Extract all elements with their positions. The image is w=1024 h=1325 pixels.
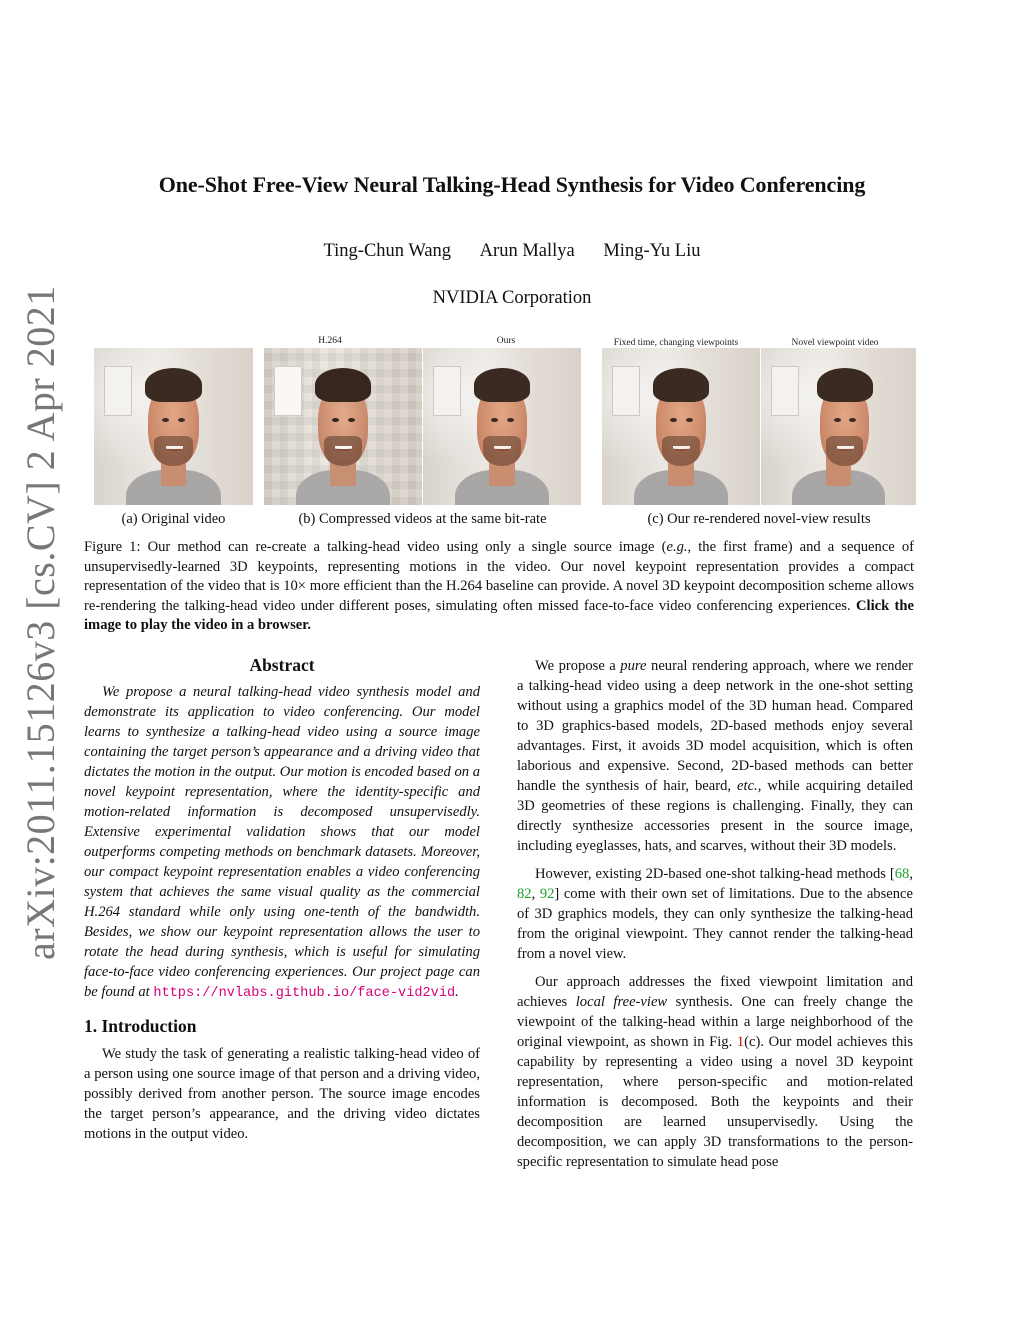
author-name: Arun Mallya bbox=[479, 241, 575, 261]
citation-link[interactable]: 92 bbox=[539, 886, 555, 902]
figure-reference-link[interactable]: 1 bbox=[736, 1034, 745, 1050]
abstract-end: . bbox=[455, 984, 459, 1000]
author-name: Ting-Chun Wang bbox=[323, 241, 452, 261]
subcaption-b: (b) Compressed videos at the same bit-rate bbox=[298, 511, 547, 527]
caption-text: Figure 1: Our method can re-create a talking-head video using only a single source image ( bbox=[84, 539, 667, 555]
caption-play-instruction: Click the image to play the video in a browser. bbox=[84, 597, 914, 633]
subcaption-c: (c) Our re-rendered novel-view results bbox=[647, 511, 871, 527]
right-paragraph-2: However, existing 2D-based one-shot talking-head methods [68, 82, 92] come with their own set of limitations. Due to the absence of 3D graphics models, they can only synthesize the talking-head from the original viewpoint. They cannot render the talking-head from a novel view. bbox=[517, 866, 914, 962]
citation-link[interactable]: 68 bbox=[894, 866, 910, 882]
paper-title: One-Shot Free-View Neural Talking-Head Synthesis for Video Conferencing bbox=[158, 172, 866, 197]
citation-link[interactable]: 82 bbox=[517, 886, 532, 902]
label-ours: Ours bbox=[496, 336, 516, 346]
right-paragraph-3: Our approach addresses the fixed viewpoint limitation and achieves local free-view synthesis. One can freely change the viewpoint of the talking-head within a large neighborhood of the original viewpoint, as shown in Fig. 1(c). Our model achieves this capability by representing a video using a novel 3D keypoint representation, where person-specific and motion-related information is decomposed. Both the keypoints and their decomposition are learned unsupervisedly. Using the decomposition, we can apply 3D transformations to the person-specific representation to simulate head pose bbox=[517, 974, 913, 1170]
right-paragraph-1: We propose a pure neural rendering approach, where we render a talking-head video using a deep network in the one-shot setting without using a graphics model of the 3D human head. Compared to 3D graphics-based models, 2D-based methods enjoy several advantages. First, it avoids 3D model acquisition, which is often laborious and expensive. Second, 2D-based methods can better handle the synthesis of hair, beard, etc., while acquiring detailed 3D geometries of these regions is challenging. Finally, they can directly synthesize accessories present in the source image, including eyeglasses, hats, and scarves, without their 3D models. bbox=[517, 658, 913, 854]
label-fixed-time: Fixed time, changing viewpoints bbox=[613, 338, 739, 348]
left-column bbox=[84, 655, 480, 1152]
h264-video-frame[interactable] bbox=[264, 348, 422, 505]
caption-eg: e.g. bbox=[666, 539, 688, 555]
abstract-text bbox=[84, 682, 480, 1004]
arxiv-identifier: arXiv:2011.15126v3 [cs.CV] 2 Apr 2021 bbox=[18, 285, 63, 960]
original-video-frame[interactable] bbox=[94, 348, 253, 505]
label-novel-viewpoint: Novel viewpoint video bbox=[791, 338, 879, 348]
intro-paragraph: We study the task of generating a realistic talking-head video of a person using one source image of that person and a driving video, possibly derived from another person. The source image encodes the target person’s appearance, and the driving video dictates motions in the output video. bbox=[84, 1046, 480, 1142]
introduction-heading: 1. Introduction bbox=[84, 1016, 197, 1036]
right-column bbox=[517, 656, 913, 1180]
novel-viewpoint-video-frame[interactable] bbox=[761, 348, 916, 505]
fixed-time-video-frame[interactable] bbox=[602, 348, 760, 505]
project-page-link[interactable]: https://nvlabs.github.io/face-vid2vid bbox=[153, 986, 456, 1001]
caption-text: , the first frame) and a sequence of unsupervisedly-learned 3D keypoints, representing motions in the video. Our novel keypoint representation provides a compact representation of the video that is 10× more efficient than the H.264 baseline can provide. A novel 3D keypoint decomposition scheme allows re-rendering the talking-head video under different poses, simulating often missed face-to-face video conferencing experiences. bbox=[84, 539, 914, 614]
figure-caption bbox=[84, 538, 914, 636]
abstract-heading: Abstract bbox=[249, 655, 315, 675]
author-list bbox=[0, 241, 1024, 262]
label-h264: H.264 bbox=[318, 336, 342, 346]
subcaption-a: (a) Original video bbox=[121, 511, 226, 527]
author-name: Ming-Yu Liu bbox=[603, 241, 701, 261]
ours-video-frame[interactable] bbox=[423, 348, 581, 505]
abstract-body-text: We propose a neural talking-head video synthesis model and demonstrate its application to video conferencing. Our model learns to synthesize a talking-head video using a source image containing the target person’s appearance and a driving video that dictates the motion in the output. Our motion is encoded based on a novel keypoint representation, where the identity-specific and motion-related information is decomposed unsupervisedly. Extensive experimental validation shows that our model outperforms competing methods on benchmark datasets. Moreover, our compact keypoint representation enables a video conferencing system that achieves the same visual quality as the commercial H.264 standard while only using one-tenth of the bandwidth. Besides, we show our keypoint representation allows the user to rotate the head during synthesis, which is useful for simulating face-to-face video conferencing experiences. Our project page can be found at bbox=[84, 684, 481, 1000]
affiliation: NVIDIA Corporation bbox=[432, 288, 592, 308]
